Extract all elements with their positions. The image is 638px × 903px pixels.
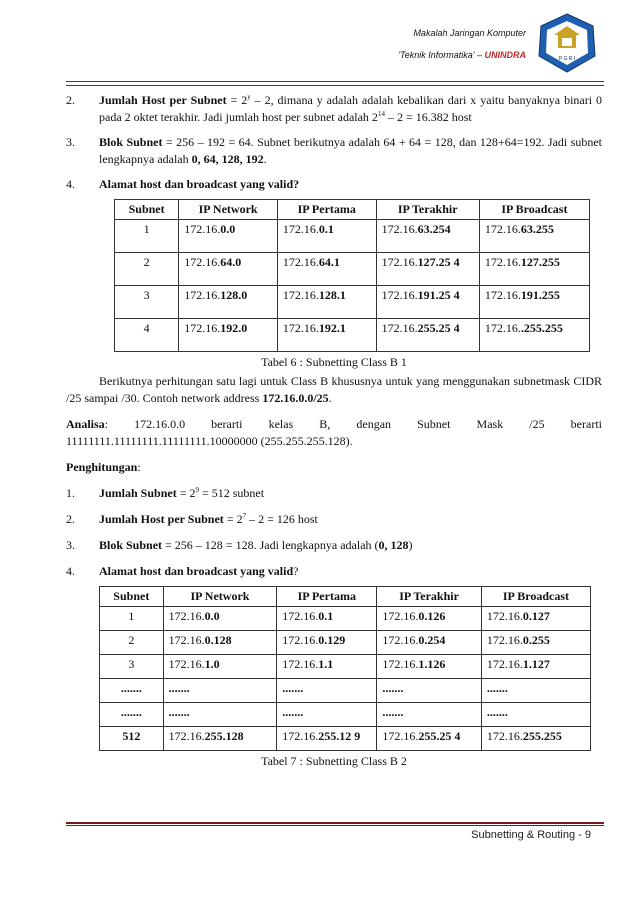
table-cell bbox=[377, 607, 482, 631]
table-cell bbox=[277, 703, 377, 727]
table-cell bbox=[377, 703, 482, 727]
column-header: IP Broadcast bbox=[479, 200, 589, 220]
list-number: 2. bbox=[66, 93, 75, 107]
table-cell bbox=[100, 655, 164, 679]
item-sup: y bbox=[247, 93, 251, 101]
item-text: ? bbox=[293, 564, 299, 578]
table-cell bbox=[277, 727, 377, 751]
table-cell bbox=[377, 631, 482, 655]
cell-value: ....... bbox=[168, 705, 190, 719]
table-header-row bbox=[100, 587, 591, 607]
table-cell bbox=[377, 679, 482, 703]
analisa-paragraph bbox=[66, 416, 605, 450]
cell-prefix: 172.16. bbox=[382, 657, 419, 671]
item-text: = 512 subnet bbox=[198, 486, 265, 500]
list-item bbox=[66, 511, 602, 528]
item-text: = 2 bbox=[223, 512, 243, 526]
cell-value: 63.255 bbox=[520, 222, 554, 236]
cell-value: ....... bbox=[382, 681, 404, 695]
cell-value: 64.1 bbox=[318, 255, 340, 269]
table-cell bbox=[163, 607, 277, 631]
cell-prefix: 172.16. bbox=[382, 633, 419, 647]
cell-prefix: 172.16. bbox=[282, 321, 319, 335]
cell-prefix: 172.16. bbox=[282, 729, 319, 743]
cell-prefix: 172.16. bbox=[282, 255, 319, 269]
cell-value: 512 bbox=[122, 729, 141, 743]
column-header: IP Broadcast bbox=[481, 587, 590, 607]
cell-value: 255.25 4 bbox=[418, 729, 461, 743]
item-text: – 2, dimana y adalah adalah kebalikan dari x yaitu banyaknya binari 0 pada 2 oktet terakhir. Jadi jumlah host per subnet adalah 2 bbox=[99, 93, 602, 124]
cell-value: 255.25 4 bbox=[417, 321, 460, 335]
item-text: = 256 – 192 = 64. Subnet berikutnya adalah 64 + 64 = 128, dan 128+64=192. Jadi subnet lengkapnya adalah bbox=[99, 135, 603, 166]
cell-value: 1.127 bbox=[522, 657, 550, 671]
footer-rule bbox=[66, 822, 604, 824]
item-sup: 14 bbox=[377, 110, 385, 118]
item-label: Jumlah Host per Subnet bbox=[99, 93, 227, 107]
cell-prefix: 172.16. bbox=[282, 288, 319, 302]
table-cell bbox=[179, 286, 278, 319]
cell-value: 63.254 bbox=[417, 222, 451, 236]
cell-prefix: 3 bbox=[128, 657, 135, 671]
table-cell bbox=[376, 220, 479, 253]
cell-value: 191.255 bbox=[520, 288, 560, 302]
table-row bbox=[115, 286, 590, 319]
table-cell bbox=[115, 220, 179, 253]
cell-prefix: 4 bbox=[143, 321, 150, 335]
column-header: Subnet bbox=[115, 200, 179, 220]
header-rule-thin bbox=[66, 85, 604, 86]
column-header: IP Network bbox=[179, 200, 278, 220]
table-caption: Tabel 7 : Subnetting Class B 2 bbox=[261, 754, 407, 768]
cell-prefix: 172.16. bbox=[484, 222, 521, 236]
table-cell bbox=[479, 253, 589, 286]
cell-prefix: 172.16. bbox=[282, 657, 319, 671]
header-brand: UNINDRA bbox=[484, 50, 526, 60]
cell-value: 128.1 bbox=[318, 288, 346, 302]
cell-value: 192.1 bbox=[318, 321, 346, 335]
item-label: Alamat host dan broadcast yang valid? bbox=[99, 177, 300, 191]
cell-prefix: 172.16. bbox=[484, 321, 521, 335]
list-number: 3. bbox=[66, 135, 75, 149]
table-cell bbox=[163, 655, 277, 679]
list-number: 4. bbox=[66, 177, 75, 191]
item-text: ) bbox=[408, 538, 413, 552]
cell-value: 0.127 bbox=[522, 609, 550, 623]
cell-prefix: 172.16. bbox=[168, 657, 205, 671]
cell-prefix: 3 bbox=[143, 288, 150, 302]
table-cell bbox=[277, 655, 377, 679]
list-number: 2. bbox=[66, 512, 75, 526]
table-cell bbox=[277, 220, 376, 253]
cell-value: ....... bbox=[382, 705, 404, 719]
table-cell bbox=[277, 607, 377, 631]
penghitungan-colon: : bbox=[137, 460, 141, 474]
subnet-table-7 bbox=[99, 586, 591, 751]
cell-prefix: 172.16. bbox=[382, 609, 419, 623]
cell-prefix: 172.16. bbox=[382, 729, 419, 743]
cell-prefix: 172.16. bbox=[381, 222, 418, 236]
page-body bbox=[66, 92, 605, 769]
table-header-row bbox=[115, 200, 590, 220]
item-label: Jumlah Subnet bbox=[99, 486, 177, 500]
table-cell bbox=[277, 253, 376, 286]
table-cell bbox=[115, 253, 179, 286]
cell-value: 191.25 4 bbox=[417, 288, 460, 302]
table-cell bbox=[479, 220, 589, 253]
cell-prefix: 172.16. bbox=[184, 222, 221, 236]
table-cell bbox=[377, 727, 482, 751]
item-text: . bbox=[263, 152, 267, 166]
cell-prefix: 2 bbox=[143, 255, 150, 269]
penghitungan-heading bbox=[66, 459, 602, 476]
cell-value: 1.1 bbox=[318, 657, 334, 671]
cell-value: 0.129 bbox=[318, 633, 346, 647]
item-sup: 7 bbox=[242, 512, 247, 520]
list-item bbox=[66, 485, 602, 502]
cell-prefix: 172.16. bbox=[484, 288, 521, 302]
column-header: IP Terakhir bbox=[376, 200, 479, 220]
cell-prefix: 172.16. bbox=[184, 288, 221, 302]
list-item bbox=[66, 176, 602, 193]
cell-prefix: 172.16. bbox=[168, 609, 205, 623]
header-rule bbox=[66, 81, 604, 82]
header-text bbox=[398, 27, 526, 62]
table-caption: Tabel 6 : Subnetting Class B 1 bbox=[261, 355, 407, 369]
table-cell bbox=[481, 703, 590, 727]
table-cell bbox=[479, 319, 589, 352]
list-number: 1. bbox=[66, 486, 75, 500]
paragraph-bold: 172.16.0.0/25 bbox=[262, 391, 329, 405]
table-row bbox=[115, 319, 590, 352]
cell-value: ....... bbox=[168, 681, 190, 695]
table-cell bbox=[100, 703, 164, 727]
cell-value: 0.0 bbox=[220, 222, 236, 236]
table-cell bbox=[115, 319, 179, 352]
list-item bbox=[66, 537, 602, 554]
analisa-text: : 172.16.0.0 berarti kelas B, dengan Subnet Mask /25 berarti 11111111.11111111.11111111.10000000 (255.255.255.128). bbox=[66, 417, 605, 448]
cell-prefix: 1 bbox=[128, 609, 135, 623]
table-cell bbox=[481, 727, 590, 751]
item-label: Blok Subnet bbox=[99, 135, 163, 149]
header-subtitle: 'Teknik Informatika' – bbox=[398, 50, 482, 60]
table-cell bbox=[163, 679, 277, 703]
paragraph-text: . bbox=[328, 391, 332, 405]
list-number: 4. bbox=[66, 564, 75, 578]
table-cell bbox=[481, 679, 590, 703]
item-bold: 0, 64, 128, 192 bbox=[191, 152, 264, 166]
item-sup: 9 bbox=[195, 486, 199, 494]
table-row bbox=[115, 220, 590, 253]
cell-value: ....... bbox=[120, 705, 142, 719]
item-text: = 2 bbox=[226, 93, 248, 107]
page-header bbox=[0, 0, 638, 80]
table-cell bbox=[277, 319, 376, 352]
cell-value: 0.126 bbox=[418, 609, 446, 623]
table-cell bbox=[100, 631, 164, 655]
table-cell bbox=[115, 286, 179, 319]
cell-prefix: 172.16. bbox=[486, 609, 523, 623]
cell-value: .255.255 bbox=[520, 321, 563, 335]
cell-value: 127.255 bbox=[520, 255, 560, 269]
cell-prefix: 172.16. bbox=[381, 255, 418, 269]
table-cell bbox=[376, 319, 479, 352]
cell-value: 0.254 bbox=[418, 633, 446, 647]
cell-value: 0.128 bbox=[204, 633, 232, 647]
penghitungan-label: Penghitungan bbox=[66, 460, 138, 474]
analisa-label: Analisa bbox=[66, 417, 105, 431]
cell-value: 0.255 bbox=[522, 633, 550, 647]
table-cell bbox=[163, 631, 277, 655]
table-cell bbox=[100, 679, 164, 703]
cell-prefix: 172.16. bbox=[486, 657, 523, 671]
table-row bbox=[100, 679, 591, 703]
item-label: Alamat host dan broadcast yang valid bbox=[99, 564, 294, 578]
item-text: – 2 = 126 host bbox=[246, 512, 318, 526]
page-footer: Subnetting & Routing - 9 bbox=[471, 829, 591, 841]
item-text: = 256 – 128 = 128. Jadi lengkapnya adalah ( bbox=[162, 538, 379, 552]
list-item bbox=[66, 134, 602, 168]
paragraph bbox=[66, 373, 602, 407]
cell-value: ....... bbox=[486, 705, 508, 719]
table-cell bbox=[376, 286, 479, 319]
column-header: IP Network bbox=[163, 587, 277, 607]
column-header: Subnet bbox=[100, 587, 164, 607]
cell-prefix: 172.16. bbox=[381, 288, 418, 302]
list-item bbox=[66, 92, 602, 126]
cell-value: 255.128 bbox=[204, 729, 244, 743]
pgri-logo-icon bbox=[536, 12, 598, 74]
list-item bbox=[66, 563, 602, 580]
table-cell bbox=[179, 253, 278, 286]
cell-prefix: 172.16. bbox=[184, 255, 221, 269]
paragraph-text: Berikutnya perhitungan satu lagi untuk Class B khususnya untuk yang menggunakan subnetmask CIDR /25 sampai /30. Contoh network address bbox=[66, 374, 602, 405]
cell-value: ....... bbox=[282, 681, 304, 695]
cell-prefix: 1 bbox=[143, 222, 150, 236]
cell-value: 1.126 bbox=[418, 657, 446, 671]
table-cell bbox=[277, 631, 377, 655]
table-cell bbox=[100, 607, 164, 631]
header-title: Makalah Jaringan Komputer bbox=[413, 28, 526, 38]
cell-value: 127.25 4 bbox=[417, 255, 460, 269]
table-cell bbox=[479, 286, 589, 319]
cell-value: ....... bbox=[120, 681, 142, 695]
item-text: – 2 = 16.382 host bbox=[384, 110, 472, 124]
table-cell bbox=[100, 727, 164, 751]
cell-value: ....... bbox=[282, 705, 304, 719]
cell-value: 128.0 bbox=[220, 288, 248, 302]
table-cell bbox=[277, 679, 377, 703]
table-cell bbox=[377, 655, 482, 679]
cell-value: 255.12 9 bbox=[318, 729, 361, 743]
column-header: IP Pertama bbox=[277, 587, 377, 607]
table-row bbox=[100, 655, 591, 679]
subnet-table-6 bbox=[114, 199, 590, 352]
table-cell bbox=[481, 607, 590, 631]
cell-prefix: 172.16. bbox=[484, 255, 521, 269]
cell-value: 64.0 bbox=[220, 255, 242, 269]
table-cell bbox=[277, 286, 376, 319]
cell-value: 255.255 bbox=[522, 729, 562, 743]
table-row bbox=[100, 727, 591, 751]
cell-value: 0.1 bbox=[318, 609, 334, 623]
list-number: 3. bbox=[66, 538, 75, 552]
logo-text: P G R I bbox=[558, 56, 576, 62]
table-cell bbox=[179, 220, 278, 253]
column-header: IP Terakhir bbox=[377, 587, 482, 607]
table-cell bbox=[376, 253, 479, 286]
table-row bbox=[100, 703, 591, 727]
cell-value: ....... bbox=[486, 681, 508, 695]
cell-prefix: 172.16. bbox=[282, 633, 319, 647]
cell-prefix: 172.16. bbox=[282, 222, 319, 236]
table-cell bbox=[163, 703, 277, 727]
item-text: = 2 bbox=[176, 486, 196, 500]
cell-prefix: 172.16. bbox=[168, 633, 205, 647]
cell-prefix: 172.16. bbox=[486, 633, 523, 647]
cell-prefix: 172.16. bbox=[168, 729, 205, 743]
table-cell bbox=[163, 727, 277, 751]
table-row bbox=[100, 631, 591, 655]
cell-prefix: 172.16. bbox=[381, 321, 418, 335]
footer-rule-thin bbox=[66, 825, 604, 826]
cell-value: 0.0 bbox=[204, 609, 220, 623]
cell-value: 192.0 bbox=[220, 321, 248, 335]
cell-prefix: 172.16. bbox=[486, 729, 523, 743]
cell-value: 0.1 bbox=[318, 222, 334, 236]
table-row bbox=[115, 253, 590, 286]
cell-value: 1.0 bbox=[204, 657, 220, 671]
cell-prefix: 172.16. bbox=[282, 609, 319, 623]
item-label: Jumlah Host per Subnet bbox=[99, 512, 224, 526]
cell-prefix: 2 bbox=[128, 633, 135, 647]
table-cell bbox=[481, 631, 590, 655]
item-label: Blok Subnet bbox=[99, 538, 163, 552]
cell-prefix: 172.16. bbox=[184, 321, 221, 335]
table-cell bbox=[481, 655, 590, 679]
table-cell bbox=[179, 319, 278, 352]
item-bold: 0, 128 bbox=[378, 538, 409, 552]
column-header: IP Pertama bbox=[277, 200, 376, 220]
table-row bbox=[100, 607, 591, 631]
